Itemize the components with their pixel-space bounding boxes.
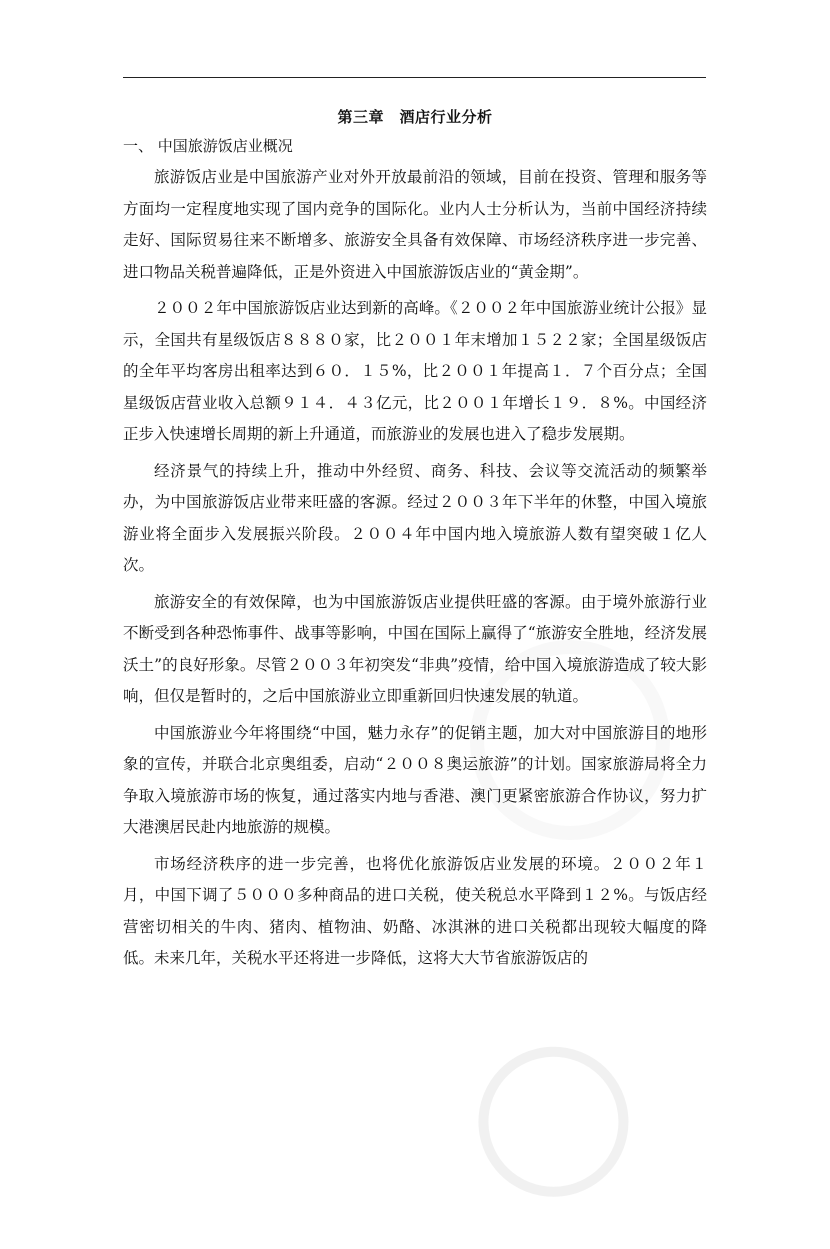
header-rule [123, 77, 706, 78]
section-heading: 一、 中国旅游饭店业概况 [123, 137, 293, 155]
paragraph: 中国旅游业今年将围绕“中国，魅力永存”的促销主题，加大对中国旅游目的地形象的宣传，并联合北京奥组委，启动“２００８奥运旅游”的计划。国家旅游局将全力争取入境旅游市场的恢复，通过落实内地与香港、澳门更紧密旅游合作协议，努力扩大港澳居民赴内地旅游的规模。 [123, 723, 707, 836]
chapter-title: 第三章 酒店行业分析 [337, 108, 493, 126]
paragraph: 经济景气的持续上升，推动中外经贸、商务、科技、会议等交流活动的频繁举办，为中国旅游饭店业带来旺盛的客源。经过２００３年下半年的休整，中国入境旅游业将全面步入发展振兴阶段。２００４年中国内地入境旅游人数有望突破１亿人次。 [123, 461, 707, 574]
paragraph: ２００２年中国旅游饭店业达到新的高峰。《２００２年中国旅游业统计公报》显示，全国共有星级饭店８８８０家，比２００１年末增加１５２２家；全国星级饭店的全年平均客房出租率达到６０．１５%，比２００１年提高１．７个百分点；全国星级饭店营业收入总额９１４．４３亿元，比２００１年增长１９．８%。中国经济正步入快速增长周期的新上升通道，而旅游业的发展也进入了稳步发展期。 [123, 299, 707, 443]
paragraph: 市场经济秩序的进一步完善，也将优化旅游饭店业发展的环境。２００２年１月，中国下调了５０００多种商品的进口关税，使关税总水平降到１２%。与饭店经营密切相关的牛肉、猪肉、植物油、奶酪、冰淇淋的进口关税都出现较大幅度的降低。未来几年，关税水平还将进一步降低，这将大大节省旅游饭店的 [123, 854, 707, 967]
paragraph: 旅游饭店业是中国旅游产业对外开放最前沿的领域，目前在投资、管理和服务等方面均一定程度地实现了国内竞争的国际化。业内人士分析认为，当前中国经济持续走好、国际贸易往来不断增多、旅游安全具备有效保障、市场经济秩序进一步完善、进口物品关税普遍降低，正是外资进入中国旅游饭店业的“黄金期”。 [123, 168, 707, 281]
watermark-ring [449, 1017, 658, 1226]
document-body [123, 104, 707, 980]
watermark-seal-bottom [416, 977, 704, 1233]
paragraph: 旅游安全的有效保障，也为中国旅游饭店业提供旺盛的客源。由于境外旅游行业不断受到各种恐怖事件、战事等影响，中国在国际上赢得了“旅游安全胜地，经济发展沃土”的良好形象。尽管２００３年初突发“非典”疫情，给中国入境旅游造成了较大影响，但仅是暂时的，之后中国旅游业立即重新回归快速发展的轨道。 [123, 592, 707, 705]
